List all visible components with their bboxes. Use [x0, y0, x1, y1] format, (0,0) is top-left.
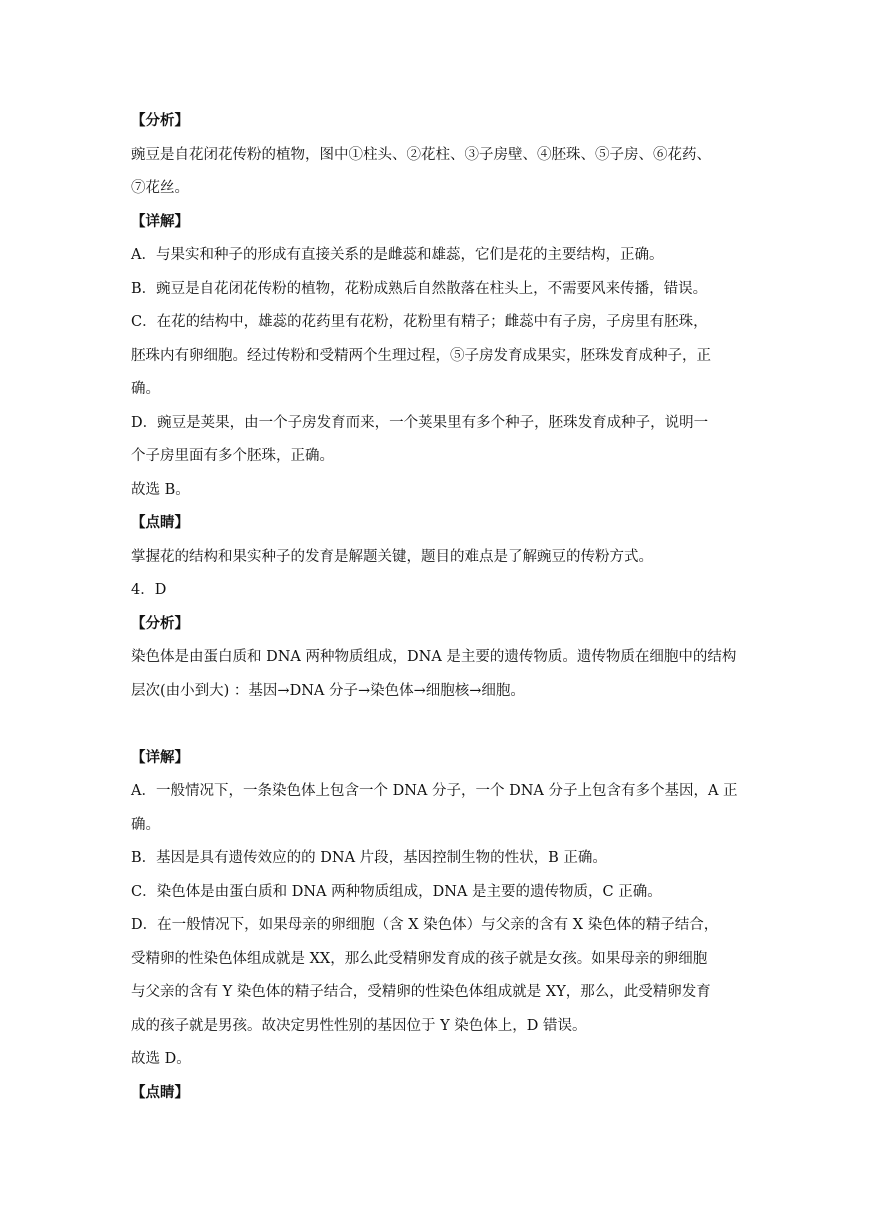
paragraph-line: 层次(由小到大) ：基因→DNA 分子→染色体→细胞核→细胞。	[131, 682, 525, 699]
option-c-line: 胚珠内有卵细胞。经过传粉和受精两个生理过程，⑤子房发育成果实，胚珠发育成种子，正	[131, 347, 711, 364]
section-heading-detail: 【详解】	[131, 212, 189, 230]
section-heading-comment: 【点睛】	[131, 1083, 189, 1101]
option-b-line: B．豌豆是自花闭花传粉的植物，花粉成熟后自然散落在柱头上，不需要风来传播，错误。	[131, 280, 708, 297]
section-heading-detail: 【详解】	[131, 748, 189, 766]
paragraph-line: 染色体是由蛋白质和 DNA 两种物质组成，DNA 是主要的遗传物质。遗传物质在细胞中的结构	[131, 649, 737, 665]
paragraph-line: ⑦花丝。	[131, 180, 189, 196]
question-number-answer: 4．D	[131, 582, 167, 598]
answer-line: 故选 D。	[131, 1051, 191, 1067]
paragraph-line: 豌豆是自花闭花传粉的植物，图中①柱头、②花柱、③子房壁、④胚珠、⑤子房、⑥花药、	[131, 146, 711, 163]
section-heading-analysis: 【分析】	[131, 112, 189, 129]
paragraph-line: 掌握花的结构和果实种子的发育是解题关键，题目的难点是了解豌豆的传粉方式。	[131, 548, 653, 565]
option-d-line: D．在一般情况下，如果母亲的卵细胞（含 X 染色体）与父亲的含有 X 染色体的精子结合，	[131, 917, 719, 933]
option-a-line: A．与果实和种子的形成有直接关系的是雌蕊和雄蕊，它们是花的主要结构，正确。	[131, 247, 664, 263]
section-heading-analysis: 【分析】	[131, 614, 189, 632]
option-a-line: A．一般情况下，一条染色体上包含一个 DNA 分子，一个 DNA 分子上包含有多个基因，A 正	[131, 783, 738, 799]
blank-line	[131, 714, 761, 748]
option-b-line: B．基因是具有遗传效应的的 DNA 片段，基因控制生物的性状，B 正确。	[131, 850, 607, 866]
answer-line: 故选 B。	[131, 481, 190, 498]
option-a-line: 确。	[131, 816, 160, 833]
option-c-line: 确。	[131, 381, 160, 397]
option-c-line: C．染色体是由蛋白质和 DNA 两种物质组成，DNA 是主要的遗传物质，C 正确。	[131, 883, 662, 900]
option-d-line: 个子房里面有多个胚珠，正确。	[131, 448, 334, 464]
option-d-line: 受精卵的性染色体组成就是 XX，那么此受精卵发育成的孩子就是女孩。如果母亲的卵细胞	[131, 950, 708, 967]
document-body	[131, 111, 761, 1116]
option-c-line: C．在花的结构中，雄蕊的花药里有花粉，花粉里有精子；雌蕊中有子房，子房里有胚珠，	[131, 314, 708, 330]
option-d-line: 与父亲的含有 Y 染色体的精子结合，受精卵的性染色体组成就是 XY，那么，此受精卵发育	[131, 984, 711, 1000]
option-d-line: 成的孩子就是男孩。故决定男性性别的基因位于 Y 染色体上，D 错误。	[131, 1017, 587, 1034]
section-heading-comment: 【点睛】	[131, 514, 189, 531]
option-d-line: D．豌豆是荚果，由一个子房发育而来，一个荚果里有多个种子，胚珠发育成种子，说明一	[131, 414, 709, 431]
